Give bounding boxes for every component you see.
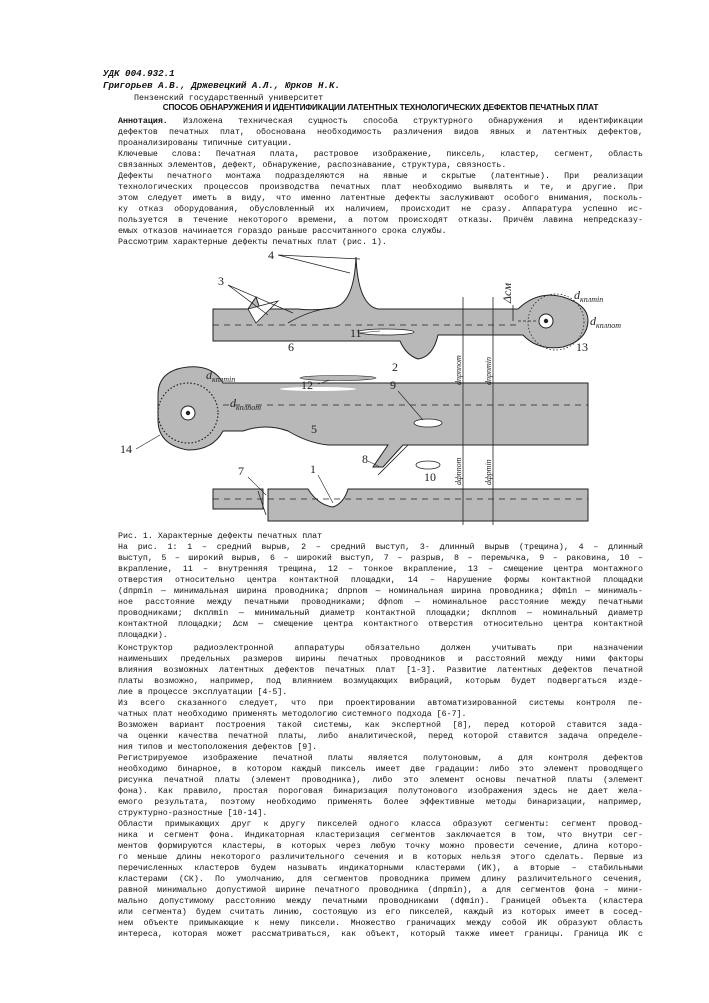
- authors: Григорьев А.В., Држевецкий А.Л., Юрков Н.К.: [103, 80, 341, 91]
- label-2: 2: [392, 360, 398, 374]
- paragraph-line: влияния возможных латентных дефектов печатных плат [1-3]. Развитие латентных дефектов печатной: [118, 666, 643, 675]
- paragraph-line: пользуется в течение некоторого времени, а потом происходят отказы. Причём лавина непредсказу-: [118, 216, 643, 225]
- affiliation: Пензенский государственный университет: [134, 94, 324, 103]
- paragraph-line: Из всего сказанного следует, что при проектировании автоматизированной системы контроля пе-: [118, 699, 643, 708]
- paragraph-line: фона). Как правило, простая пороговая бинаризация полутонового изображения здесь не дает жела-: [118, 787, 643, 796]
- label-1: 1: [310, 462, 316, 476]
- paragraph-line: кластерами (СК). По умолчанию, для сегментов проводника примем длину различительного сечения,: [118, 875, 643, 884]
- paragraph-line: (dпрmin — минимальная ширина проводника; dпрnom — номинальная ширина проводника; dфmin — минималь-: [118, 587, 643, 596]
- inclusion-defect: [416, 461, 440, 469]
- label-d-kpl-min-top: $d_{кплmin}$: [574, 288, 604, 304]
- label-4: 4: [268, 248, 274, 262]
- label-v-fpmin: dфpmin: [484, 459, 493, 485]
- label-12: 12: [301, 378, 313, 392]
- paragraph-line: ное расстояние между печатными проводниками; dфnom — номинальное расстояние между печатными: [118, 598, 643, 607]
- conductor-bottom-right: [268, 489, 588, 521]
- paragraph-line: структурно-разностные [10-14].: [118, 809, 268, 818]
- paragraph-line: наименьших предельных размеров ширины печатных проводников и расстояний между ними факторы: [118, 655, 643, 664]
- paragraph-line: контактной площадки; Δсм — смещение центра контактного отверстия относительно центра контактной: [118, 620, 643, 629]
- paragraph-line: Рассмотрим характерные дефекты печатных плат (рис. 1).: [118, 238, 387, 247]
- label-v-fpnom-2: dфпnom: [454, 457, 463, 485]
- label-d-kpl-nom-left: $d_{кплnom}$: [230, 396, 262, 412]
- paragraph-line: го меньше длины некоторого различительного сечения и в которых нельзя этого сделать. Первые из: [118, 853, 643, 862]
- paragraph-line: Конструктор радиоэлектронной аппаратуры обязательно должен учитывать при назначении: [118, 644, 643, 653]
- paragraph-line: или сегмента) будем считать линию, состоящую из его пикселей, каждый из которых имеет в сосед-: [118, 908, 643, 917]
- abstract-line: дефектов печатных плат, обоснована необходимость различения видов явных и латентных дефектов,: [118, 128, 643, 137]
- hole-center-13: [544, 319, 548, 323]
- leader-4: [278, 255, 360, 273]
- paragraph-line: Регистрируемое изображение печатной платы является полутоновым, а для контроля дефектов: [118, 754, 643, 763]
- label-9: 9: [390, 378, 396, 392]
- figure-diagram: [118, 245, 643, 530]
- leader-14: [136, 435, 160, 449]
- label-v-prpmin-1: dпрпmin: [484, 357, 493, 385]
- paragraph-line: ментов формируются кластеры, в которых через любую точку можно провести сечение, длина которо-: [118, 842, 643, 851]
- thin-inclusion-gap: [280, 387, 356, 391]
- paragraph-line: Дефекты печатного монтажа подразделяются на явные и скрытые (латентные). При реализации: [118, 172, 643, 181]
- keywords-line: связанных элементов, дефект, обнаружение, распознавание, структура, связность.: [118, 161, 507, 170]
- label-6: 6: [288, 340, 294, 354]
- paragraph-line: Области примыкающих друг к другу пикселей одного класса образуют сегменты: сегмент провод-: [118, 820, 643, 829]
- label-11: 11: [350, 326, 362, 340]
- label-8: 8: [362, 452, 368, 466]
- label-d-kpl-nom-top: $d_{кплnom}$: [590, 314, 622, 330]
- paragraph-line: интереса, которая может рассматриваться, как объект, который также имеет границы. Граница ИК с: [118, 930, 643, 939]
- label-10: 10: [424, 470, 436, 484]
- paragraph-line: емого результата, поэтому необходимо применять более эффективные методы бинаризации, например,: [118, 798, 643, 807]
- udk-code: УДК 004.932.1: [103, 68, 175, 79]
- paragraph-line: отверстия относительно центра контактной площадки, 14 – Нарушение формы контактной площадки: [118, 576, 643, 585]
- paragraph-line: вкрапление, 11 – внутренняя трещина, 12 – тонкое вкрапление, 13 – смещение центра монтажного: [118, 565, 643, 574]
- paragraph-line: рисунка печатной платы (элемент проводника), либо это элемент основы печатной платы (элемент: [118, 776, 643, 785]
- paragraph-line: платы возможно, например, под влиянием возмущающих вибраций, которым будет подвергаться изде-: [118, 677, 643, 686]
- label-v-fpnom-1: dпрпnom: [454, 355, 463, 385]
- paragraph-line: необходимо бинарное, в котором каждый пиксель имеет две градации: либо это элемент проводящего: [118, 765, 643, 774]
- paragraph-line: нем объекте примыкающие к нему пиксели. Множество граничащих между собой ИК образуют область: [118, 919, 643, 928]
- paragraph-line: мально допустимому расстоянию между печатными проводниками (dфmin). Границей объекта (кластера: [118, 897, 643, 906]
- paragraph-line: проводниками; dкплmin — минимальный диаметр контактной площадки; dкплnom — номинальный диаметр: [118, 609, 643, 618]
- label-14: 14: [120, 442, 132, 456]
- label-13: 13: [576, 340, 588, 354]
- paragraph-line: Возможен вариант построения такой системы, как экспертной [8], перед которой ставится зада-: [118, 721, 643, 730]
- keywords-line: Ключевые слова: Печатная плата, растровое изображение, пиксель, кластер, сегмент, область: [118, 150, 643, 159]
- figure-pcb-defects: [118, 245, 643, 530]
- paragraph-line: ния типов и местоположения дефектов [9].: [118, 743, 318, 752]
- paper-title: СПОСОБ ОБНАРУЖЕНИЯ И ИДЕНТИФИКАЦИИ ЛАТЕНТНЫХ ТЕХНОЛОГИЧЕСКИХ ДЕФЕКТОВ ПЕЧАТНЫХ ПЛАТ: [162, 103, 599, 112]
- paragraph-line: ку отказ оборудования, обусловленный их наличием, происходит не сразу. Аппаратура успешно ис-: [118, 205, 643, 214]
- paragraph-line: лие в процессе эксплуатации [4-5].: [118, 688, 288, 697]
- label-delta-sm: Δсм: [500, 282, 514, 303]
- label-d-kpl-min-left: $d_{кплmin}$: [206, 368, 236, 384]
- paragraph-line: площадки).: [118, 631, 168, 640]
- paragraph-line: выступ, 5 – широкий вырыв, 6 – широкий выступ, 7 – разрыв, 8 – перемычка, 9 – раковина, 10 –: [118, 554, 643, 563]
- label-7: 7: [238, 464, 244, 478]
- hole-center-14: [186, 411, 190, 415]
- paragraph-line: чатных плат необходимо применять методологию системного подхода [6-7].: [118, 710, 467, 719]
- figure-caption: Рис. 1. Характерные дефекты печатных плат: [118, 532, 323, 541]
- paragraph-line: технологических процессов производства печатных плат необходимо выявлять и те, и другие. При: [118, 183, 643, 192]
- label-5: 5: [311, 422, 317, 436]
- abstract-line: Аннотация. Изложена техническая сущность способа структурного обнаружения и идентификации: [118, 117, 643, 126]
- paragraph-line: На рис. 1: 1 – средний вырыв, 2 – средний выступ, 3- длинный вырыв (трещина), 4 – длинный: [118, 543, 643, 552]
- paragraph-line: емых отказов начинается гораздо раньше рассчитанного срока службы.: [118, 227, 447, 236]
- paragraph-line: ника и сегмент фона. Индикаторная кластеризация сегментов заключается в том, что внутри сег-: [118, 831, 643, 840]
- label-3: 3: [218, 274, 224, 288]
- abstract-line: проанализированы типичные ситуации.: [118, 139, 293, 148]
- paragraph-line: этом следует иметь в виду, что именно латентные дефекты заслуживают особого внимания, посколь-: [118, 194, 643, 203]
- paragraph-line: равной минимально допустимой ширине печатного проводника (dпрmin), а для сегментов фона – мини-: [118, 886, 643, 895]
- void-defect: [414, 419, 442, 427]
- paragraph-line: ча оценки качества печатной платы, либо аналитической, перед которой ставится задача определе-: [118, 732, 643, 741]
- paragraph-line: перечисленных кластеров будем называть индикаторными кластерами (ИК), а вторые – стабильными: [118, 864, 643, 873]
